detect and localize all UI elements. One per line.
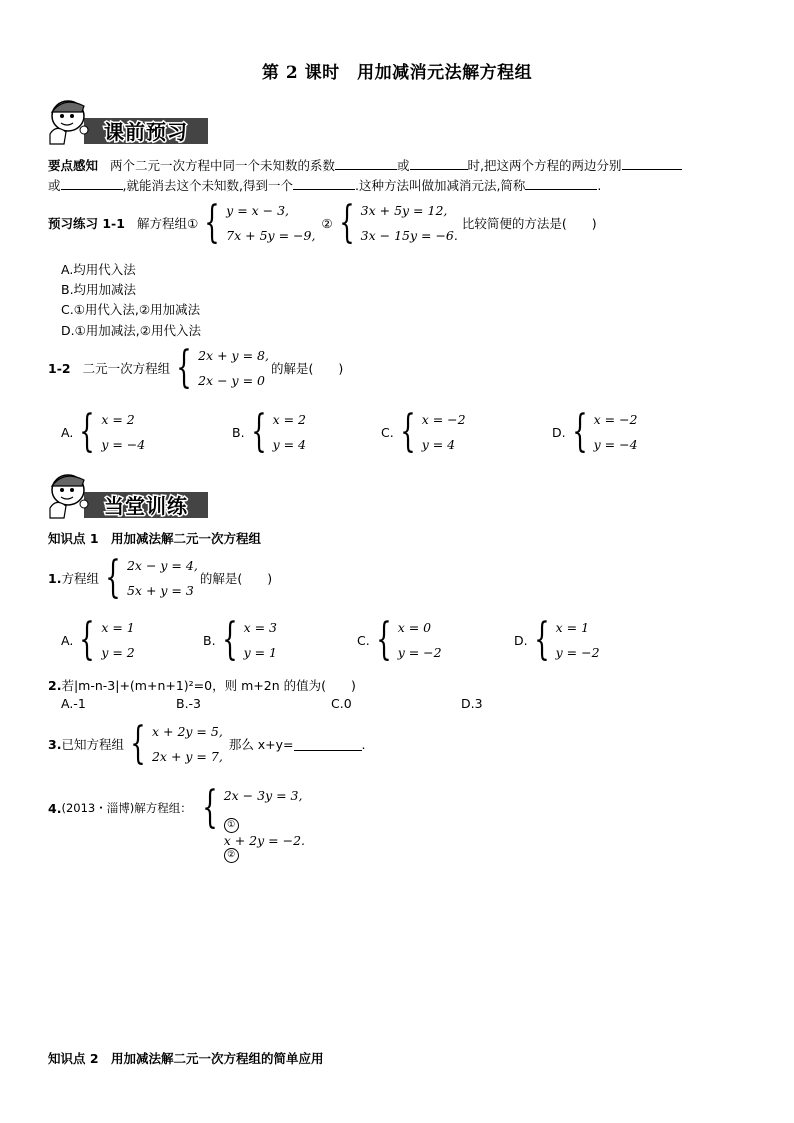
key-points-line2: 或 ,就能消去这个未知数,得到一个 .这种方法叫做加减消元法,简称 .	[48, 178, 602, 193]
knowledge-point-2: 知识点 2 用加减法解二元一次方程组的简单应用	[48, 1051, 324, 1066]
option-b[interactable]: B. { x = 3 y = 1	[203, 614, 277, 665]
option-b[interactable]: B.均用加减法	[61, 282, 137, 297]
blank[interactable]	[525, 176, 597, 190]
blank[interactable]	[335, 156, 397, 170]
blank[interactable]	[61, 176, 123, 190]
option-a[interactable]: A. { x = 1 y = 2	[61, 614, 135, 665]
equation-system: { 2x + y = 8, 2x − y = 0	[176, 342, 269, 393]
problem-4: 4. (2013・淄博)解方程组： { 2x − 3y = 3, ① x + 2y = −2. ②	[48, 786, 305, 830]
option-d[interactable]: D. { x = −2 y = −4	[552, 406, 638, 457]
option-d[interactable]: D.3	[461, 696, 483, 711]
option-a[interactable]: A.均用代入法	[61, 262, 136, 277]
option-b[interactable]: B.-3	[176, 696, 202, 711]
problem-3: 3. 已知方程组 { x + 2y = 5, 2x + y = 7, 那么 x+y= .	[48, 718, 366, 769]
problem-1: 1. 方程组 { 2x − y = 4, 5x + y = 3 的解是( )	[48, 552, 273, 603]
key-points-label: 要点感知	[48, 158, 99, 173]
knowledge-point-1: 知识点 1 用加减法解二元一次方程组	[48, 531, 262, 546]
class-badge	[44, 468, 209, 518]
equation-system: { 2x − y = 4, 5x + y = 3	[105, 552, 198, 603]
option-d[interactable]: D. { x = 1 y = −2	[514, 614, 600, 665]
equation-system: { x + 2y = 5, 2x + y = 7,	[130, 718, 223, 769]
key-points-line1: 要点感知 两个二元一次方程中同一个未知数的系数 或 时,把这两个方程的两边分别	[48, 156, 682, 174]
option-c[interactable]: C.①用代入法,②用加减法	[61, 302, 201, 317]
equation-system: { 3x + 5y = 12, 3x − 15y = −6.	[338, 197, 458, 248]
equation-system: { y = x − 3, 7x + 5y = −9,	[204, 197, 316, 248]
preview-badge	[44, 94, 209, 144]
problem-2: 2.若|m-n-3|+(m+n+1)²=0，则 m+2n 的值为( )	[48, 678, 356, 693]
option-c[interactable]: C.0	[331, 696, 352, 711]
question-1-1: 预习练习 1-1 解方程组① { y = x − 3, 7x + 5y = −9, ② { 3x + 5y = 12, 3x − 15y = −6. 比较简便的方法是( )	[48, 197, 597, 248]
answer-blank[interactable]	[294, 737, 362, 751]
class-badge-label: 当堂训练	[104, 494, 188, 518]
question-1-2: 1-2 二元一次方程组 { 2x + y = 8, 2x − y = 0 的解是( )	[48, 342, 344, 393]
blank[interactable]	[622, 156, 682, 170]
answer-area[interactable]	[48, 840, 748, 1040]
preview-badge-label: 课前预习	[104, 120, 188, 144]
equation-system: { 2x − 3y = 3, ① x + 2y = −2. ②	[196, 786, 305, 830]
option-a[interactable]: A.-1	[61, 696, 86, 711]
blank[interactable]	[410, 156, 468, 170]
option-c[interactable]: C. { x = 0 y = −2	[357, 614, 442, 665]
option-b[interactable]: B. { x = 2 y = 4	[232, 406, 306, 457]
option-c[interactable]: C. { x = −2 y = 4	[381, 406, 466, 457]
blank[interactable]	[293, 176, 355, 190]
option-a[interactable]: A. { x = 2 y = −4	[61, 406, 146, 457]
option-d[interactable]: D.①用加减法,②用代入法	[61, 323, 201, 338]
page-title: 第 2 课时 用加减消元法解方程组	[261, 63, 533, 83]
